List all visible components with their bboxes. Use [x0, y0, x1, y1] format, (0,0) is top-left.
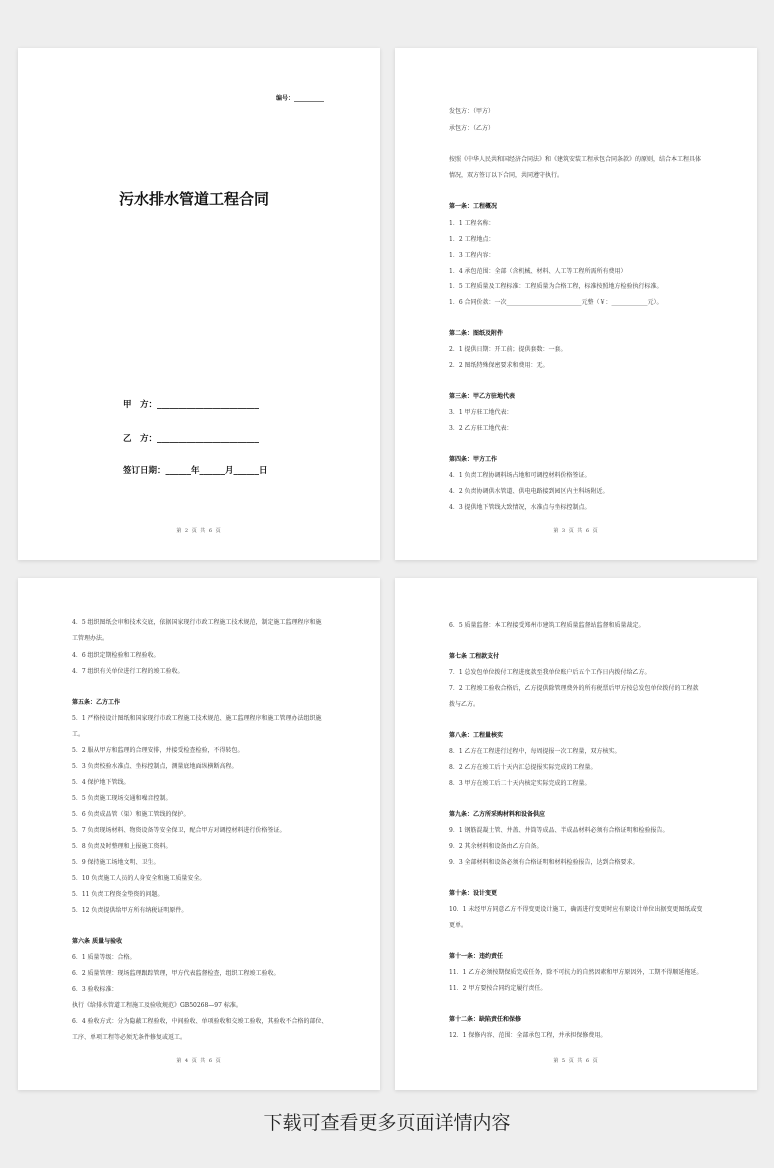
- section-heading: 第十二条：缺陷责任和保修: [449, 1016, 522, 1023]
- text-line: 11．1 乙方必须按期保质完成任务，除不可抗力的自然因素和甲方原因外，工期不得顺延拖延。: [449, 969, 703, 976]
- text-line: 12．1 保修内容、范围：全部承包工程，并承担保修费用。: [449, 1032, 607, 1039]
- text-line: 4．5 组织图纸会审和技术交底，依据国家现行市政工程施工技术规范，制定施工监理程序和施: [72, 619, 322, 626]
- text-line: 11．2 甲方要按合同约定履行责任。: [449, 985, 547, 992]
- section-heading: 第四条：甲方工作: [449, 456, 498, 463]
- text-line: 7．2 工程竣工验收合格后，乙方提供除管理费外的所有税票后甲方按总发包单位拨付的工程款: [449, 685, 699, 692]
- document-page-3: [18, 578, 380, 1090]
- text-line: 1．6 合同价款：一次_________________________元整（￥：____________元）。: [449, 299, 663, 306]
- text-line: 5．11 负责工程资金垫资的问题。: [72, 891, 164, 898]
- section-heading: 第十条：设计变更: [449, 890, 498, 897]
- text-line: 5．12 负责提供给甲方所有纳税证明原件。: [72, 907, 188, 914]
- text-line: 发包方：（甲方）: [449, 108, 495, 115]
- text-line: 6．2 质量管理：现场监理跟踪管理，甲方代表监督检查，组织工程竣工验收。: [72, 970, 280, 977]
- text-line: 工序、单项工程等必须无条件修复或返工。: [72, 1034, 187, 1041]
- text-line: 6．3 验收标准：: [72, 986, 118, 993]
- text-line: 1．2 工程地点：: [449, 236, 495, 243]
- text-line: 7．1 总发包单位拨付工程进度款至我单位账户后五个工作日内拨付给乙方。: [449, 669, 651, 676]
- text-line: 8．1 乙方在工程进行过程中，每周提报一次工程量，双方核实。: [449, 748, 621, 755]
- text-line: 更单。: [449, 922, 468, 929]
- text-line: 5．2 服从甲方和监理的合理安排，并接受检查检验，不得转包。: [72, 747, 244, 754]
- text-line: 5．6 负责成品管（渠）和施工管线的保护。: [72, 811, 190, 818]
- text-line: 9．3 全部材料和设备必须有合格证明和材料检验报告，达到合格要求。: [449, 859, 639, 866]
- text-line: 1．3 工程内容：: [449, 252, 495, 259]
- document-page-2: [395, 48, 757, 560]
- section-heading: 第七条 工程款支付: [449, 653, 500, 660]
- text-line: 10．1 未经甲方同意乙方不得变更设计施工，确需进行变更时应有原设计单位出据变更图纸或变: [449, 906, 703, 913]
- text-line: 5．9 保持施工场地文明、卫生。: [72, 859, 160, 866]
- text-line: 5．7 负责现场材料、物资设备等安全保卫，配合甲方对调控材料进行价格签证。: [72, 827, 286, 834]
- section-heading: 第十一条：违约责任: [449, 953, 504, 960]
- text-line: 4．1 负责工程协调料场占地和可调控材料价格签证。: [449, 472, 591, 479]
- text-line: 5．3 负责校验水准点、坐标控制点，测量底地面纵横断高程。: [72, 763, 238, 770]
- text-line: 8．3 甲方在竣工后二十天内核定实际完成的工程量。: [449, 780, 591, 787]
- party-b-field: 乙 方：________________________: [123, 434, 260, 444]
- text-line: 5．4 保护地下管线。: [72, 779, 130, 786]
- text-line: 3．1 甲方驻工地代表：: [449, 409, 513, 416]
- page-number: 第 3 页 共 6 页: [553, 528, 599, 534]
- text-line: 拨与乙方。: [449, 701, 480, 708]
- section-heading: 第六条 质量与验收: [72, 938, 123, 945]
- section-heading: 第三条：甲乙方驻地代表: [449, 393, 516, 400]
- text-line: 工。: [72, 731, 85, 738]
- text-line: 4．6 组织定期检验和工程验收。: [72, 652, 160, 659]
- text-line: 1．1 工程名称：: [449, 220, 495, 227]
- contract-number: 编号：__________: [275, 95, 324, 102]
- text-line: 按照《中华人民共和国经济合同法》和《建筑安装工程承包合同条款》的原则，结合本工程具体: [449, 156, 702, 163]
- text-line: 5．5 负责施工现场交通和噪音控制。: [72, 795, 172, 802]
- text-line: 2．2 图纸特殊保密要求和费用：无。: [449, 362, 549, 369]
- text-line: 承包方：（乙方）: [449, 125, 495, 132]
- section-heading: 第八条：工程量核实: [449, 732, 504, 739]
- text-line: 8．2 乙方在竣工后十天内汇总提报实际完成的工程量。: [449, 764, 597, 771]
- text-line: 2．1 提供日期：开工前；提供套数：一套。: [449, 346, 567, 353]
- cover-page: [18, 48, 380, 560]
- text-line: 1．4 承包范围：全部（含机械、材料、人工等工程所需所有费用）: [449, 268, 627, 275]
- section-heading: 第二条：图纸及附件: [449, 330, 504, 337]
- page-number: 第 2 页 共 6 页: [176, 528, 222, 534]
- text-line: 4．3 提供地下管线大致情况，水准点与坐标控制点。: [449, 504, 591, 511]
- section-heading: 第一条：工程概况: [449, 203, 498, 210]
- page-number: 第 5 页 共 6 页: [553, 1058, 599, 1064]
- text-line: 5．1 严格按设计图纸和国家现行市政工程施工技术规范、施工监理程序和施工管理办法组织施: [72, 715, 322, 722]
- contract-title: 污水排水管道工程合同: [119, 190, 270, 208]
- text-line: 4．7 组织有关单位进行工程的竣工验收。: [72, 668, 184, 675]
- text-line: 3．2 乙方驻工地代表：: [449, 425, 513, 432]
- page-number: 第 4 页 共 6 页: [176, 1058, 222, 1064]
- party-a-field: 甲 方：________________________: [123, 400, 260, 410]
- text-line: 4．2 负责协调供水管道、供电电路接到园区内主科场附近。: [449, 488, 609, 495]
- text-line: 执行《给排水管道工程施工及验收规范》GB50268—97 标准。: [72, 1002, 242, 1009]
- text-line: 9．2 其余材料和设备由乙方自备。: [449, 843, 543, 850]
- text-line: 6．4 验收方式：分为隐蔽工程验收，中间验收、单项验收和交竣工验收，其验收不合格的部位、: [72, 1018, 328, 1025]
- section-heading: 第九条：乙方所采购材料和设备供应: [449, 811, 546, 818]
- text-line: 情况，双方签订以下合同，共同遵守执行。: [449, 172, 564, 179]
- sign-date-field: 签订日期：______年______月______日: [123, 466, 268, 476]
- text-line: 6．5 质量监督：本工程接受郑州市建筑工程质量监督站监督和质量裁定。: [449, 622, 645, 629]
- text-line: 9．1 钢筋混凝土管、井盖、井筒等成品、半成品材料必须有合格证明和检验报告。: [449, 827, 669, 834]
- text-line: 6．1 质量等级：合格。: [72, 954, 136, 961]
- text-line: 5．10 负责施工人员的人身安全和施工质量安全。: [72, 875, 206, 882]
- text-line: 5．8 负责及时整理和上报施工资料。: [72, 843, 172, 850]
- text-line: 1．5 工程质量及工程标准：工程质量为合格工程，标准按照地方检验执行标准。: [449, 283, 663, 290]
- download-prompt: 下载可查看更多页面详情内容: [263, 1112, 511, 1134]
- document-page-4: [395, 578, 757, 1090]
- section-heading: 第五条：乙方工作: [72, 699, 121, 706]
- text-line: 工管理办法。: [72, 635, 109, 642]
